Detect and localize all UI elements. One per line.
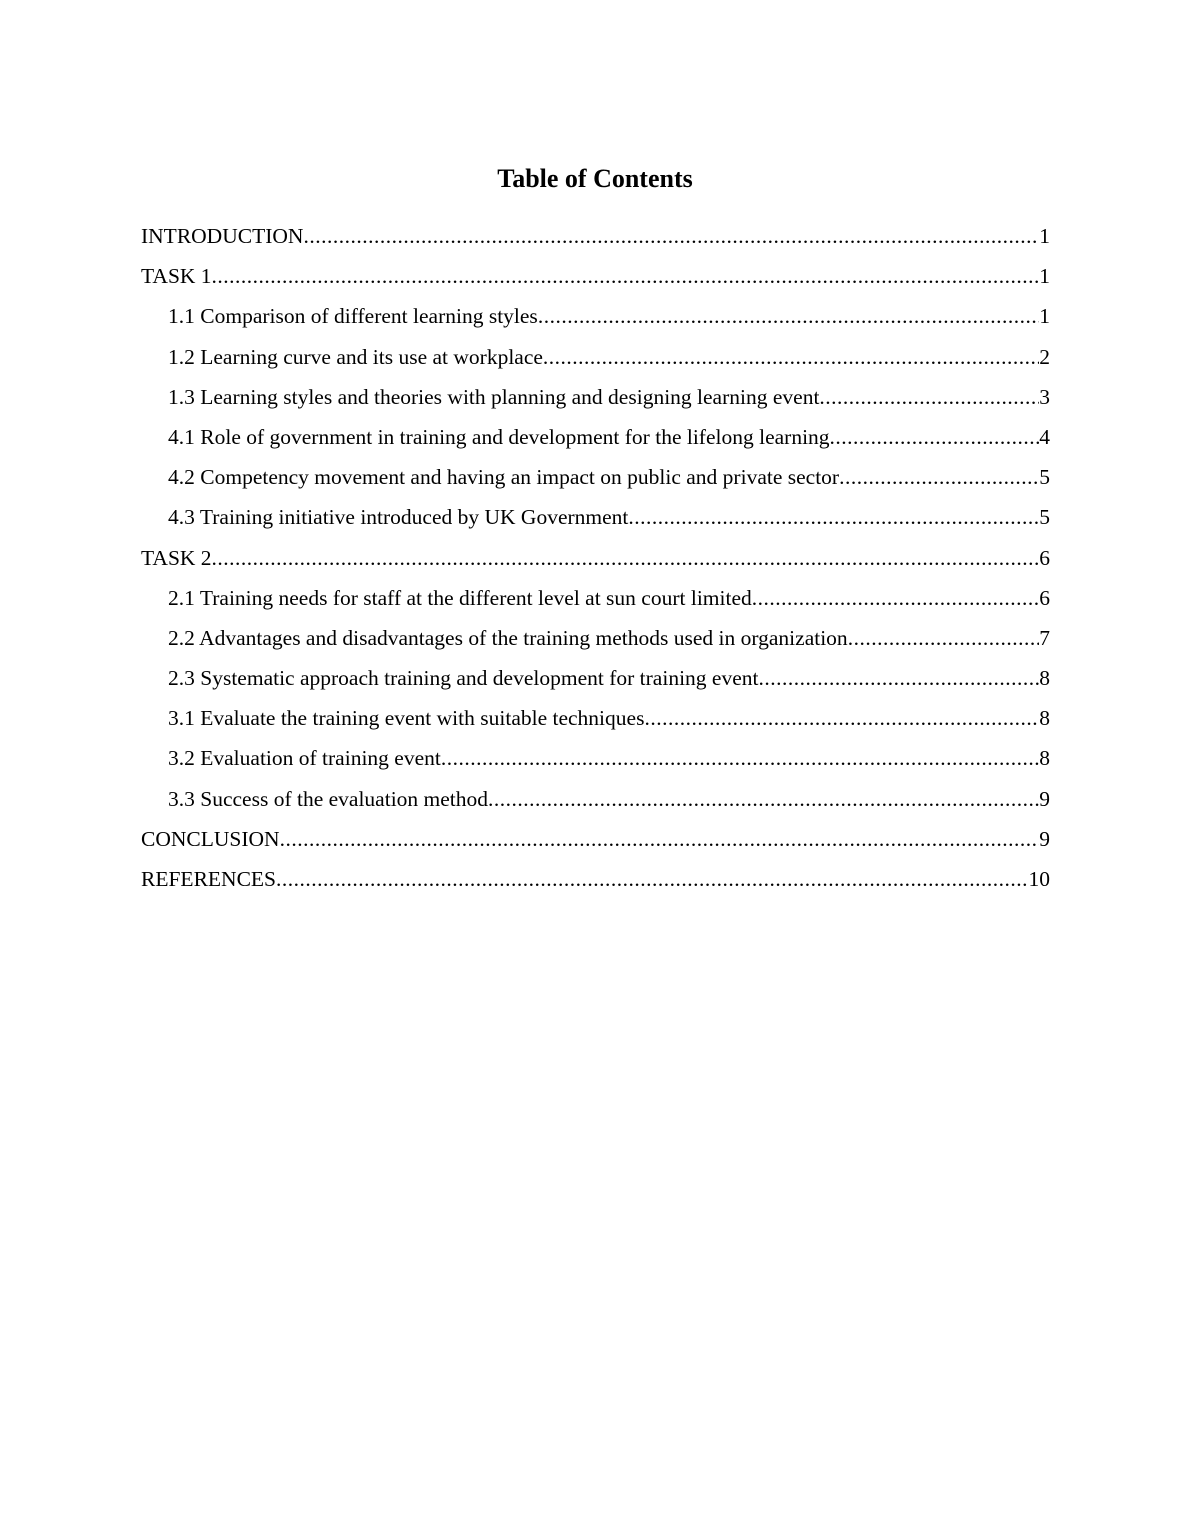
toc-list [141, 220, 1050, 903]
toc-entry-page-number: 8 [1039, 746, 1050, 771]
toc-entry-title: 3.3 Success of the evaluation method [168, 786, 489, 811]
toc-entry-page-number: 6 [1039, 585, 1050, 610]
toc-dot-leader [488, 783, 1039, 815]
toc-entry-title: 3.1 Evaluate the training event with suitable techniques [168, 706, 645, 731]
toc-entry[interactable] [141, 542, 1050, 582]
toc-entry-page-number: 3 [1039, 384, 1050, 409]
toc-dot-leader [839, 461, 1039, 493]
toc-dot-leader [538, 300, 1039, 332]
toc-entry-title: 4.3 Training initiative introduced by UK Government [168, 505, 629, 530]
toc-entry-title: INTRODUCTION [141, 224, 304, 248]
toc-dot-leader [752, 582, 1039, 614]
toc-entry-page-number: 1 [1039, 304, 1050, 329]
toc-entry-page-number: 4 [1039, 424, 1050, 449]
toc-dot-leader [280, 823, 1040, 855]
toc-dot-leader [848, 622, 1040, 654]
toc-title: Table of Contents [497, 164, 693, 193]
toc-entry[interactable] [141, 582, 1050, 622]
toc-entry-page-number: 7 [1039, 625, 1050, 650]
toc-entry[interactable] [141, 742, 1050, 782]
toc-entry[interactable] [141, 823, 1050, 863]
toc-entry-title: TASK 2 [141, 545, 212, 570]
toc-entry-title: 2.2 Advantages and disadvantages of the training methods used in organization [168, 625, 848, 650]
toc-dot-leader [819, 381, 1039, 413]
toc-dot-leader [303, 220, 1039, 252]
toc-entry-page-number: 1 [1039, 264, 1050, 289]
toc-entry[interactable] [141, 381, 1050, 421]
toc-entry[interactable] [141, 702, 1050, 742]
toc-entry-page-number: 5 [1039, 505, 1050, 530]
toc-entry-title: TASK 1 [141, 264, 212, 289]
toc-dot-leader [276, 863, 1029, 895]
toc-entry[interactable] [141, 461, 1050, 501]
toc-dot-leader [212, 542, 1040, 574]
toc-entry-title: 2.1 Training needs for staff at the different level at sun court limited [168, 585, 752, 610]
toc-entry-page-number: 9 [1039, 786, 1050, 811]
toc-entry-page-number: 6 [1039, 545, 1050, 570]
toc-dot-leader [830, 421, 1040, 453]
toc-dot-leader [441, 742, 1039, 774]
toc-entry-title: 4.2 Competency movement and having an impact on public and private sector [168, 465, 840, 490]
toc-dot-leader [628, 501, 1039, 533]
toc-entry[interactable] [141, 863, 1050, 903]
toc-entry-title: 1.3 Learning styles and theories with planning and designing learning event [168, 384, 820, 409]
toc-dot-leader [543, 341, 1039, 373]
toc-entry[interactable] [141, 501, 1050, 541]
toc-entry-title: 1.2 Learning curve and its use at workplace [168, 344, 543, 369]
toc-entry[interactable] [141, 662, 1050, 702]
toc-entry[interactable] [141, 421, 1050, 461]
toc-entry-title: 1.1 Comparison of different learning styles [168, 304, 538, 329]
toc-entry-title: 2.3 Systematic approach training and development for training event [168, 666, 759, 691]
toc-entry[interactable] [141, 220, 1050, 260]
toc-entry-title: REFERENCES [141, 867, 276, 891]
toc-entry-page-number: 9 [1039, 826, 1050, 851]
toc-entry[interactable] [141, 622, 1050, 662]
toc-dot-leader [212, 260, 1040, 292]
toc-entry-title: 3.2 Evaluation of training event [168, 746, 441, 771]
toc-entry-page-number: 2 [1039, 344, 1050, 369]
toc-entry[interactable] [141, 341, 1050, 381]
toc-entry[interactable] [141, 783, 1050, 823]
toc-entry-page-number: 8 [1039, 706, 1050, 731]
toc-dot-leader [644, 702, 1039, 734]
toc-entry-page-number: 10 [1028, 867, 1050, 891]
toc-entry-page-number: 8 [1039, 666, 1050, 691]
toc-entry[interactable] [141, 300, 1050, 340]
toc-entry-title: CONCLUSION [141, 826, 280, 851]
toc-entry-title: 4.1 Role of government in training and development for the lifelong learning [168, 424, 830, 449]
toc-dot-leader [758, 662, 1039, 694]
toc-entry-page-number: 5 [1039, 465, 1050, 490]
toc-entry[interactable] [141, 260, 1050, 300]
toc-entry-page-number: 1 [1039, 224, 1050, 248]
